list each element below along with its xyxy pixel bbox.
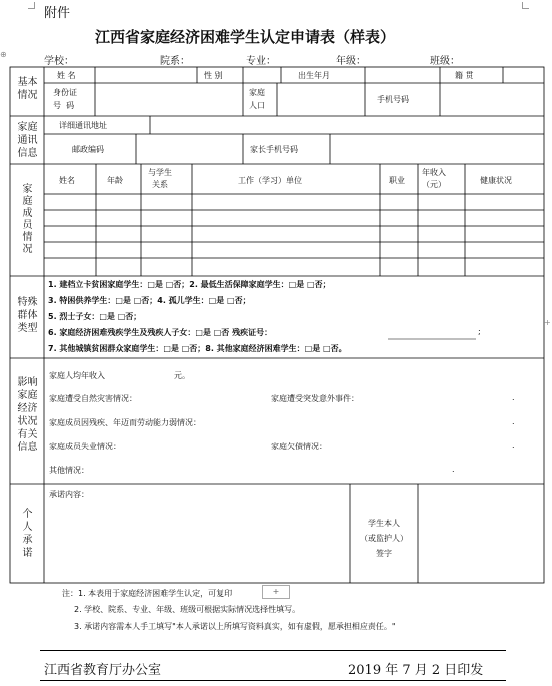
footer-top-rule	[40, 650, 506, 651]
section-promise-label: 个 人 承 诺	[22, 509, 33, 559]
family-size-label: 家庭 人口	[249, 88, 265, 110]
member-header-name: 姓名	[59, 176, 75, 185]
special-line-5: 7. 其他城镇贫困群众家庭学生：□是 □否；8. 其他家庭经济困难学生：□是 □否。	[48, 344, 347, 353]
section-members-label: 家 庭 成 员 情 况	[22, 184, 33, 255]
promise-content-label: 承诺内容：	[49, 490, 89, 499]
emergency-label: 家庭遭受突发意外事件：	[271, 394, 359, 403]
note-add-button[interactable]: +	[262, 585, 290, 599]
member-header-relation: 与学生 关系	[148, 168, 172, 189]
grade-field: 年级：	[336, 56, 366, 67]
page-title: 江西省家庭经济困难学生认定申请表（样表）	[95, 28, 396, 46]
unemployed-label: 家庭成员失业情况：	[49, 442, 121, 451]
address-label: 详细通讯地址	[59, 121, 107, 130]
income-unit: 元。	[174, 371, 190, 380]
name-label: 姓 名	[57, 71, 76, 80]
id-card-label: 身份证 号 码	[53, 88, 77, 110]
section-basic-label: 基本 情况	[17, 77, 38, 101]
signature-label: 学生本人 （或监护人） 签字	[360, 519, 408, 558]
member-header-age: 年龄	[107, 176, 123, 185]
footer-bottom-rule	[40, 680, 506, 681]
special-line-3: 5. 烈士子女：□是 □否；	[48, 312, 142, 321]
member-header-income: 年收入 （元）	[422, 168, 446, 189]
special-line-4-end: ;	[478, 327, 481, 336]
member-header-health: 健康状况	[480, 176, 512, 185]
note-3: 3. 承诺内容需本人手工填写"本人承诺以上所填写资料真实，如有虚假，愿承担相应责任。"	[74, 622, 396, 631]
note-2: 2. 学校、院系、专业、年级、班级可根据实际情况选择性填写。	[74, 605, 301, 614]
income-label: 家庭人均年收入	[49, 371, 105, 380]
department-field: 院系：	[160, 56, 190, 67]
class-field: 班级：	[430, 56, 460, 67]
section-contact-label: 家庭 通讯 信息	[17, 122, 38, 159]
special-line-1: 1. 建档立卡贫困家庭学生：□是 □否；2. 最低生活保障家庭学生：□是 □否；	[48, 280, 331, 289]
note-1: 注：1. 本表用于家庭经济困难学生认定，可复印	[62, 589, 233, 598]
period-mark: .	[512, 417, 515, 426]
major-field: 专业：	[246, 56, 276, 67]
member-header-occupation: 职业	[389, 176, 405, 185]
postcode-label: 邮政编码	[72, 145, 104, 154]
special-line-4: 6. 家庭经济困难残疾学生及残疾人子女：□是 □否 残疾证号：	[48, 328, 273, 337]
special-line-2: 3. 特困供养学生：□是 □否；4. 孤儿学生：□是 □否；	[48, 296, 251, 305]
birth-label: 出生年月	[298, 71, 330, 80]
footer-date: 2019 年 7 月 2 日印发	[348, 663, 484, 678]
ethnic-label: 籍 贯	[455, 71, 474, 80]
section-special-label: 特殊 群体 类型	[17, 297, 38, 334]
footer-office: 江西省教育厅办公室	[44, 663, 162, 678]
attachment-label: 附件	[44, 6, 71, 21]
period-mark: .	[452, 465, 455, 474]
debt-label: 家庭欠债情况：	[271, 442, 327, 451]
school-field: 学校：	[44, 56, 74, 67]
member-header-work: 工作（学习）单位	[238, 176, 302, 185]
disaster-label: 家庭遭受自然灾害情况：	[49, 394, 137, 403]
period-mark: .	[512, 393, 515, 402]
disease-label: 家庭成员因残疾、年迈而劳动能力弱情况：	[49, 418, 201, 427]
other-label: 其他情况：	[49, 466, 89, 475]
move-handle-right[interactable]: +	[544, 318, 551, 327]
parent-phone-label: 家长手机号码	[250, 145, 298, 154]
period-mark: .	[512, 441, 515, 450]
gender-label: 性 别	[204, 71, 223, 80]
move-handle-left[interactable]: ⊕	[0, 50, 7, 59]
mobile-label: 手机号码	[377, 95, 409, 104]
section-factors-label: 影响 家庭 经济 状况 有关 信息	[17, 377, 38, 453]
